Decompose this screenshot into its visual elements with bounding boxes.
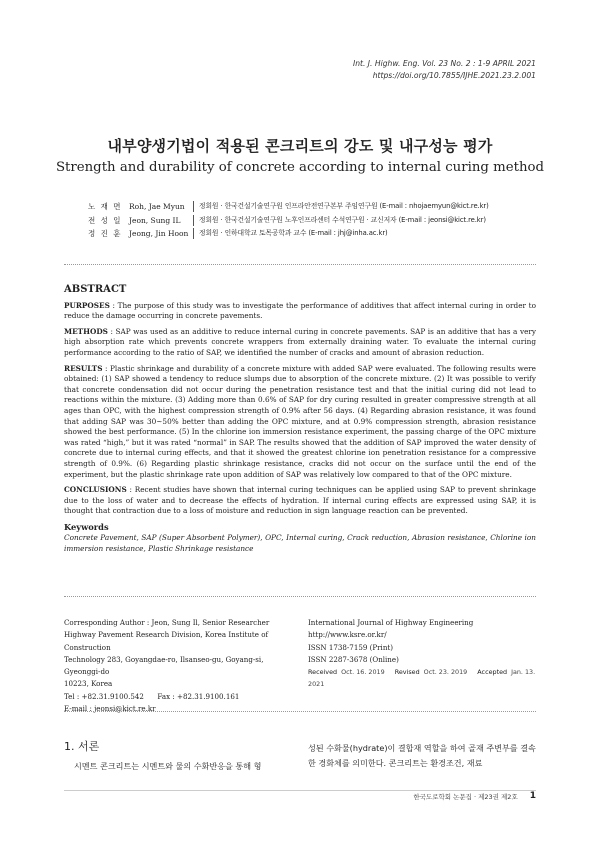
abstract-purposes [64,301,536,322]
journal-citation: Int. J. Highw. Eng. Vol. 23 No. 2 : 1-9 APRIL 2021 [352,59,536,68]
author-name-en: Roh, Jae Myun [129,202,185,212]
keywords-text: Concrete Pavement, SAP (Super Absorbent Polymer), OPC, Internal curing, Crack reduction, Abrasion resistance, Chlorine ion immersion resistance, Plastic Shrinkage resistance [64,533,536,554]
corresponding-line: 10223, Korea [64,679,113,689]
page-footer [413,791,536,801]
author-affiliation: 정회원 · 인하대학교 토목공학과 교수 (E-mail : jhj@inha.ac.kr) [199,229,388,238]
author-name-en: Jeong, Jin Hoon [129,229,189,239]
journal-name: International Journal of Highway Engineering [308,618,474,627]
author-divider [193,201,194,212]
methods-text: : SAP was used as an additive to reduce internal curing in concrete pavements. SAP is an additive that has a very high absorption rate which prevents concrete wrappers from externally draining water. To evaluate the internal curing performance according to the ratio of SAP, we identified the number of cracks and amount of abrasion reduction. [64,326,536,357]
abstract-methods [64,327,536,359]
body-text-left: 시멘트 콘크리트는 시멘트와 물의 수화반응을 통해 형 [74,761,262,771]
section-title: 1. 서론 [64,740,100,753]
author-row [88,214,489,228]
revised-label: Revised [394,668,420,677]
corresponding-line: Tel : +82.31.9100.542 Fax : +82.31.9100.161 [64,691,240,701]
dotted-divider [64,264,536,265]
author-name-en: Jeon, Sung IL [129,215,181,225]
author-list [88,200,489,241]
journal-info-block [308,617,538,691]
corresponding-line: Corresponding Author : Jeon, Sung Il, Senior Researcher [64,618,270,627]
journal-reference [353,58,536,81]
results-label: RESULTS [64,363,103,373]
footer-journal: 한국도로학회 논문집 · 제23권 제2호 [413,792,518,801]
author-name-ko: 정 진 훈 [88,229,123,239]
abstract [64,285,536,555]
issn-online: ISSN 2287-3678 (Online) [308,654,399,664]
dotted-divider [64,596,536,597]
body-text-right: 성된 수화물(hydrate)이 결합재 역할을 하여 골재 주변부를 결속한 경화체를 의미한다. 콘크리트는 환경조건, 재료 [308,743,536,768]
conclusions-label: CONCLUSIONS [64,485,127,495]
author-name-ko: 노 재 면 [88,202,123,212]
author-divider [193,228,194,239]
abstract-results [64,364,536,481]
journal-url[interactable]: http://www.ksre.or.kr/ [308,630,387,640]
methods-label: METHODS [64,326,108,336]
received-date: Oct. 16. 2019 [341,668,385,677]
title-english: Strength and durability of concrete according to internal curing method [55,160,545,175]
author-row [88,227,489,241]
dates-line [308,666,538,691]
purposes-text: : The purpose of this study was to investigate the performance of additives that affect internal curing in order to reduce the damage occurring in concrete pavements. [64,300,536,321]
issn-print: ISSN 1738-7159 (Print) [308,642,394,652]
page-number: 1 [529,791,536,801]
accepted-label: Accepted [477,668,508,677]
author-row [88,200,489,214]
corresponding-line: Technology 283, Goyangdae-ro, Ilsanseo-gu, Goyang-si, Gyeonggi-do [64,654,264,677]
corresponding-line: Highway Pavement Research Division, Korea Institute of Construction [64,630,269,652]
accepted-date: Jan. 13. 2021 [308,668,536,689]
title-korean: 내부양생기법이 적용된 콘크리트의 강도 및 내구성능 평가 [107,137,493,155]
author-affiliation: 정회원 · 한국건설기술연구원 노후인프라센터 수석연구원 · 교신저자 (E-mail : jeonsi@kict.re.kr) [199,215,486,224]
author-divider [193,215,194,226]
abstract-heading: ABSTRACT [64,284,127,295]
corresponding-email[interactable]: E-mail : jeonsi@kict.re.kr [64,704,156,714]
journal-doi[interactable]: https://doi.org/10.7855/IJHE.2021.23.2.001 [372,70,536,80]
author-name-ko: 전 성 일 [88,215,123,225]
purposes-label: PURPOSES [64,300,110,310]
keywords-heading: Keywords [64,521,109,532]
author-affiliation: 정회원 · 한국건설기술연구원 인프라안전연구본부 주임연구원 (E-mail : nhojaemyun@kict.re.kr) [199,202,489,211]
corresponding-author-block [64,617,294,715]
dotted-divider [64,711,536,712]
abstract-conclusions [64,485,536,517]
results-text: : Plastic shrinkage and durability of a concrete mixture with added SAP were evaluated. The following results were obtained: (1) SAP showed a tendency to reduce slumps due to absorption of the concrete mixture. (2) It was possible to verify that concrete condensation did not occur during the penetration resistance test and that the initial curing did not lead to reactions within the mixture. (3) Adding more than 0.6% of SAP for dry curing resulted in greater compressive strength at all ages than OPC, with the highest compression strength of 0.9% after 56 days. (4) Regarding abrasion resistance, it was found that adding SAP was 30~50% better than adding the OPC mixture, and at 0.9% compression strength, abrasion resistance showed the best performance. (5) In the chlorine ion immersion resistance experiment, the passing charge of the OPC mixture was rated “high,” but it was rated “normal” in SAP. The results showed that the addition of SAP improved the water density of concrete due to internal curing effects, and that it showed the greatest chlorine ion penetration resistance for a compressive strength of 0.9%. (6) Regarding plastic shrinkage resistance, cracks did not occur on the surface until the end of the experiment, but the plastic shrinkage rate upon addition of SAP was relatively low compared to that of the OPC mixture. [64,363,536,479]
revised-date: Oct. 23. 2019 [423,668,468,677]
conclusions-text: : Recent studies have shown that internal curing techniques can be applied using SAP to prevent shrinkage due to the loss of water and to decrease the effects of hydration. If internal curing effects are expressed using SAP, it is thought that contraction due to a loss of moisture and reduction in sign language reaction can be prevented. [64,485,536,516]
received-label: Received [308,668,338,677]
